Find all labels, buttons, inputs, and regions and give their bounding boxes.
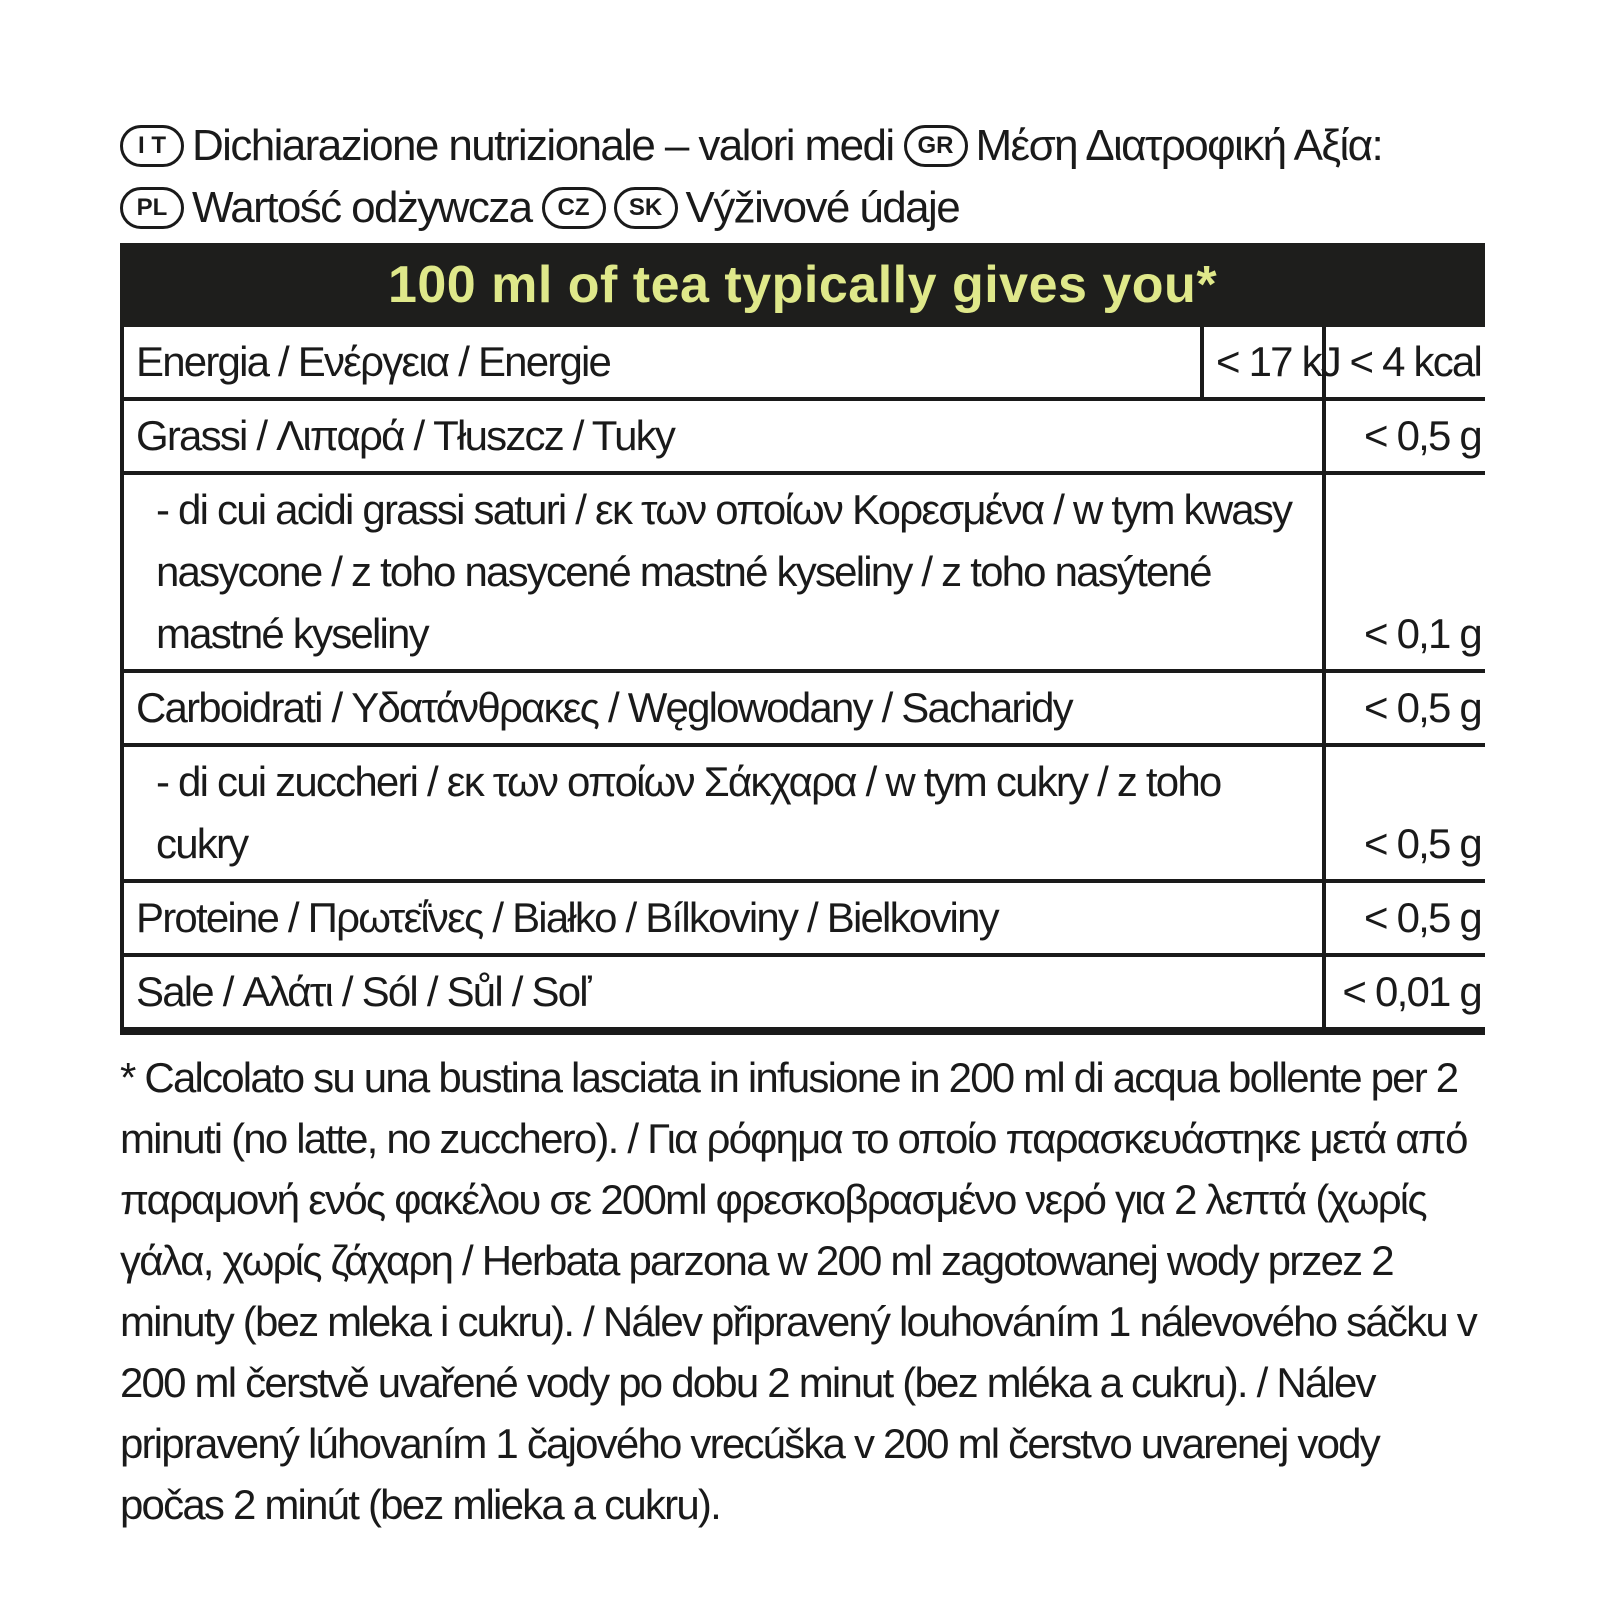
nutrient-label: Sale / Αλάτι / Sól / Sůl / Soľ: [122, 955, 1324, 1029]
heading-text-sk: Výživové údaje: [685, 183, 960, 232]
language-badge-cz: CZ: [542, 187, 606, 229]
nutrient-label: Carboidrati / Υδατάνθρακες / Węglowodany / Sacharidy: [122, 671, 1324, 745]
energy-kj-value: < 17 kJ: [1202, 327, 1324, 399]
language-badge-gr: GR: [904, 125, 968, 167]
nutrient-value: < 0,5 g: [1324, 671, 1485, 745]
language-heading-line-2: [120, 177, 1485, 239]
nutrient-label: - di cui zuccheri / εκ των οποίων Σάκχαρα / w tym cukry / z toho cukry: [122, 745, 1324, 881]
nutrient-label: Grassi / Λιπαρά / Tłuszcz / Tuky: [122, 399, 1324, 473]
nutrient-label: Proteine / Πρωτεΐνες / Białko / Bílkoviny / Bielkoviny: [122, 881, 1324, 955]
nutrient-row: [122, 745, 1485, 881]
nutrition-label: [120, 115, 1485, 1535]
footnote: * Calcolato su una bustina lasciata in infusione in 200 ml di acqua bollente per 2 minuti (no latte, no zucchero). / Για ρόφημα το οποίο παρασκευάστηκε μετά από παραμονή ενός φακέλου σε 200ml φρεσκοβρασμένο νερό για 2 λεπτά (χωρίς γάλα, χωρίς ζάχαρη / Herbata parzona w 200 ml zagotowanej wody przez 2 minuty (bez mleka i cukru). / Nálev připravený louhováním 1 nálevového sáčku v 200 ml čerstvě uvařené vody po dobu 2 minut (bez mléka a cukru). / Nálev pripravený lúhovaním 1 čajového vrecúška v 200 ml čerstvo uvarenej vody počas 2 minút (bez mlieka a cukru).: [120, 1054, 1476, 1528]
language-badge-pl: PL: [120, 187, 184, 229]
nutrient-row: [122, 327, 1485, 399]
heading-text-it: Dichiarazione nutrizionale – valori medi: [192, 121, 894, 170]
nutrient-row: [122, 671, 1485, 745]
nutrient-label: Energia / Ενέργεια / Energie: [122, 327, 1202, 399]
energy-kcal-value: < 4 kcal: [1324, 327, 1485, 399]
nutrient-row: [122, 473, 1485, 671]
language-heading-line-1: [120, 115, 1485, 177]
nutrient-label: - di cui acidi grassi saturi / εκ των οποίων Κορεσμένα / w tym kwasy nasycone / z toho nasycené mastné kyseliny / z toho nasýtené mastné kyseliny: [122, 473, 1324, 671]
nutrition-rows: [120, 327, 1485, 1031]
nutrient-row: [122, 881, 1485, 955]
nutrient-value: < 0,1 g: [1324, 473, 1485, 671]
nutrient-row: [122, 399, 1485, 473]
nutrition-table: [120, 243, 1485, 1035]
language-badge-sk: SK: [614, 187, 678, 229]
nutrient-value: < 0,01 g: [1324, 955, 1485, 1029]
nutrient-value: < 0,5 g: [1324, 881, 1485, 955]
heading-text-gr: Μέση Διατροφική Αξία:: [975, 121, 1383, 170]
table-banner: 100 ml of tea typically gives you*: [120, 243, 1485, 327]
nutrient-row: [122, 955, 1485, 1029]
language-badge-it: I T: [120, 125, 184, 167]
heading-text-pl: Wartość odżywcza: [192, 183, 532, 232]
nutrient-value: < 0,5 g: [1324, 745, 1485, 881]
nutrient-value: < 0,5 g: [1324, 399, 1485, 473]
